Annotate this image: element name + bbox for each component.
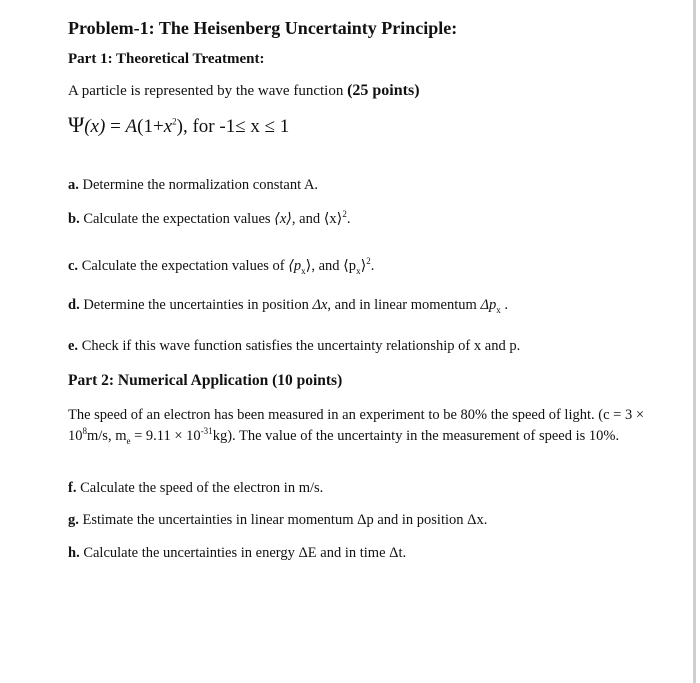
wave-function-equation (68, 112, 289, 138)
item-letter: d. (68, 297, 80, 313)
problem-title: Problem-1: The Heisenberg Uncertainty Principle: (68, 18, 458, 38)
px-close: ⟩ (305, 258, 312, 274)
item-text: Calculate the expectation values (79, 211, 275, 227)
delta-p: Δp (480, 297, 497, 313)
eq-equals: = (105, 116, 126, 137)
square-exp: 2 (342, 209, 347, 220)
part1-intro (68, 82, 420, 100)
delta-x: Δx (312, 297, 328, 313)
exp-8: 8 (82, 426, 87, 437)
item-letter: f. (68, 480, 77, 496)
item-letter: c. (68, 258, 79, 274)
para-text-a: The speed of an electron has been measured in an experiment to be 80% the speed of light. (c = 3 × 10 (68, 407, 645, 444)
page-edge-divider (693, 0, 696, 683)
item-mid: , and (311, 258, 344, 274)
item-letter: b. (68, 211, 80, 227)
item-mid: , and (291, 211, 324, 227)
eq-x: x (163, 116, 173, 137)
para-text-d: kg). The value of the uncertainty in the measurement of speed is 10%. (212, 428, 620, 444)
item-e (68, 338, 520, 355)
expectation-px: ⟨p (288, 258, 302, 274)
intro-points: (25 points) (347, 82, 420, 99)
eq-lhs-arg: (x) (84, 116, 106, 137)
item-mid: , and in linear momentum (327, 297, 481, 313)
px-sub: x (301, 265, 306, 276)
px2-close: ⟩ (360, 258, 367, 274)
item-text: Calculate the speed of the electron in m/s. (76, 480, 324, 496)
eq-close: ), (176, 116, 188, 137)
item-text: Determine the normalization constant A. (78, 177, 319, 193)
part1-heading: Part 1: Theoretical Treatment: (68, 51, 265, 67)
eq-range: for -1≤ x ≤ 1 (187, 116, 290, 137)
item-text: Estimate the uncertainties in linear momentum Δp and in position Δx. (78, 512, 488, 528)
para-text-c: = 9.11 × 10 (130, 428, 201, 444)
px2-sub: x (356, 265, 361, 276)
intro-text: A particle is represented by the wave function (68, 83, 348, 99)
item-letter: g. (68, 512, 79, 528)
item-end: . (500, 297, 508, 313)
eq-square: 2 (172, 116, 177, 127)
para-text-b: m/s, m (87, 428, 127, 444)
item-letter: a. (68, 177, 79, 193)
item-text: Determine the uncertainties in position (79, 297, 313, 313)
item-letter: e. (68, 338, 79, 354)
item-text: Calculate the uncertainties in energy ΔE and in time Δt. (79, 545, 407, 561)
electron-sub: e (126, 435, 131, 446)
part2-paragraph (68, 405, 666, 447)
delta-p-sub: x (496, 304, 501, 315)
item-f (68, 480, 323, 497)
exp-minus-31: -31 (200, 426, 213, 437)
part2-heading (68, 372, 342, 390)
item-h (68, 545, 406, 562)
part2-heading-text: Part 2: Numerical Application (68, 372, 273, 389)
item-text: Calculate the expectation values of (78, 258, 289, 274)
item-g (68, 512, 487, 529)
expectation-px-squared: ⟨p (343, 258, 357, 274)
item-letter: h. (68, 545, 80, 561)
eq-open: (1+ (137, 116, 164, 137)
expectation-x-squared: ⟨x⟩ (323, 211, 343, 227)
psi-symbol: Ψ (68, 112, 85, 137)
item-end: . (370, 258, 375, 274)
expectation-x: ⟨x⟩ (274, 211, 292, 227)
item-text: Check if this wave function satisfies the uncertainty relationship of x and p. (78, 338, 521, 354)
item-end: . (346, 211, 351, 227)
eq-constant-a: A (125, 116, 138, 137)
item-a (68, 177, 318, 194)
item-d (68, 297, 508, 314)
part2-points: (10 points) (272, 372, 343, 389)
item-c (68, 258, 374, 275)
square-exp: 2 (366, 256, 371, 267)
item-b (68, 211, 350, 228)
